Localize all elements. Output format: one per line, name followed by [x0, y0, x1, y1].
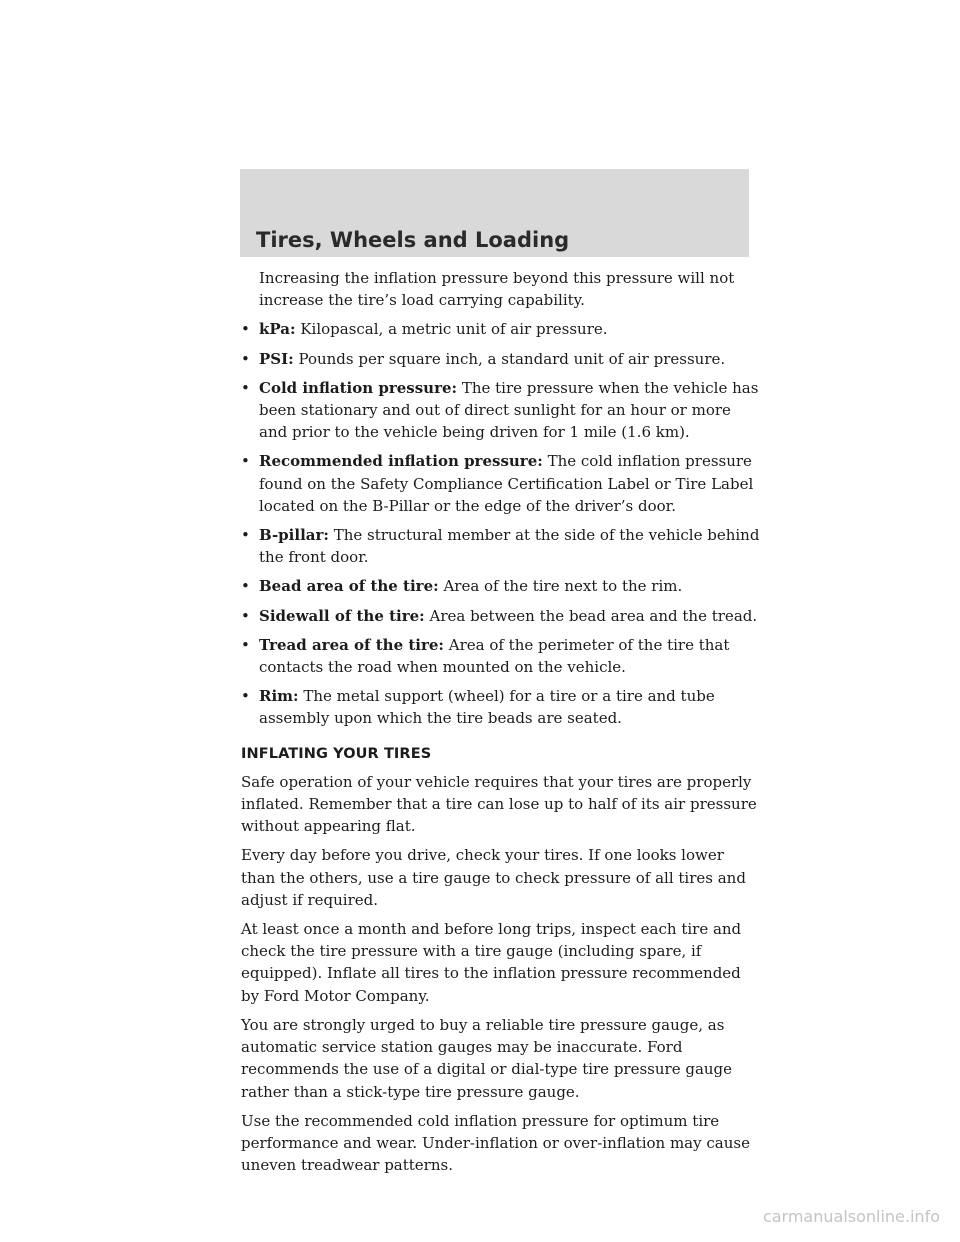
- definition-term: Rim:: [259, 687, 299, 706]
- section-paragraph: At least once a month and before long trips, inspect each tire and check the tire pressure with a tire gauge (including spare, if equipped). Inflate all tires to the inflation pressure recommended by Ford Motor Company.: [241, 920, 742, 1005]
- section-paragraph: Every day before you drive, check your tires. If one looks lower than the others, use a tire gauge to check pressure of all tires and adjust if required.: [241, 846, 746, 909]
- definition-text: Area of the tire next to the rim.: [443, 577, 683, 596]
- definition-item: [241, 575, 761, 597]
- definition-term: PSI:: [259, 349, 294, 368]
- section-paragraph: Use the recommended cold inflation pressure for optimum tire performance and wear. Under-inflation or over-inflation may cause uneven treadwear patterns.: [241, 1111, 750, 1175]
- section-heading: INFLATING YOUR TIRES: [241, 745, 432, 762]
- definition-item: [241, 450, 761, 517]
- definitions-list: [241, 318, 761, 729]
- bullet: •: [241, 378, 250, 397]
- definition-term: Sidewall of the tire:: [259, 606, 425, 625]
- definition-term: B-pillar:: [259, 526, 329, 545]
- definition-item: [241, 634, 761, 678]
- definition-term: Recommended inflation pressure:: [259, 452, 543, 471]
- bullet: •: [241, 452, 250, 471]
- definition-text: The metal support (wheel) for a tire or a tire and tube assembly upon which the tire beads are seated.: [259, 687, 715, 728]
- page-title: Tires, Wheels and Loading: [256, 228, 570, 252]
- section-paragraph: Safe operation of your vehicle requires that your tires are properly inflated. Remember that a tire can lose up to half of its air pressure without appearing flat.: [241, 772, 757, 836]
- definition-item: [241, 377, 761, 444]
- definition-term: kPa:: [259, 320, 296, 339]
- bullet: •: [241, 635, 250, 654]
- intro-paragraph: Increasing the inflation pressure beyond this pressure will not increase the tire’s load carrying capability.: [259, 269, 735, 310]
- page-content: [241, 267, 761, 1206]
- definition-text: Area between the bead area and the tread.: [429, 606, 758, 625]
- bullet: •: [241, 606, 250, 625]
- bullet: •: [241, 526, 250, 545]
- definition-text: Pounds per square inch, a standard unit of air pressure.: [298, 349, 726, 368]
- definition-text: The cold inflation pressure found on the Safety Compliance Certification Label or Tire Label located on the B-Pillar or the edge of the driver’s door.: [259, 452, 754, 515]
- definition-item: [241, 605, 761, 627]
- bullet: •: [241, 687, 250, 706]
- definition-term: Bead area of the tire:: [259, 577, 439, 596]
- definition-text: The tire pressure when the vehicle has been stationary and out of direct sunlight for an hour or more and prior to the vehicle being driven for 1 mile (1.6 km).: [259, 378, 759, 442]
- watermark[interactable]: carmanualsonline.info: [762, 1207, 940, 1226]
- bullet: •: [241, 320, 250, 339]
- definition-item: [241, 348, 761, 370]
- definition-item: [241, 318, 761, 340]
- definition-text: Area of the perimeter of the tire that contacts the road when mounted on the vehicle.: [259, 635, 730, 677]
- definition-text: Kilopascal, a metric unit of air pressure.: [300, 320, 608, 339]
- definition-term: Tread area of the tire:: [259, 635, 444, 654]
- bullet: •: [241, 577, 250, 596]
- definition-term: Cold inflation pressure:: [259, 378, 458, 397]
- definition-text: The structural member at the side of the vehicle behind the front door.: [259, 526, 760, 567]
- section-paragraph: You are strongly urged to buy a reliable tire pressure gauge, as automatic service station gauges may be inaccurate. Ford recommends the use of a digital or dial-type tire pressure gauge rather than a stick-type tire pressure gauge.: [241, 1015, 733, 1101]
- definition-item: [241, 524, 761, 568]
- definition-item: [241, 685, 761, 729]
- bullet: •: [241, 349, 250, 368]
